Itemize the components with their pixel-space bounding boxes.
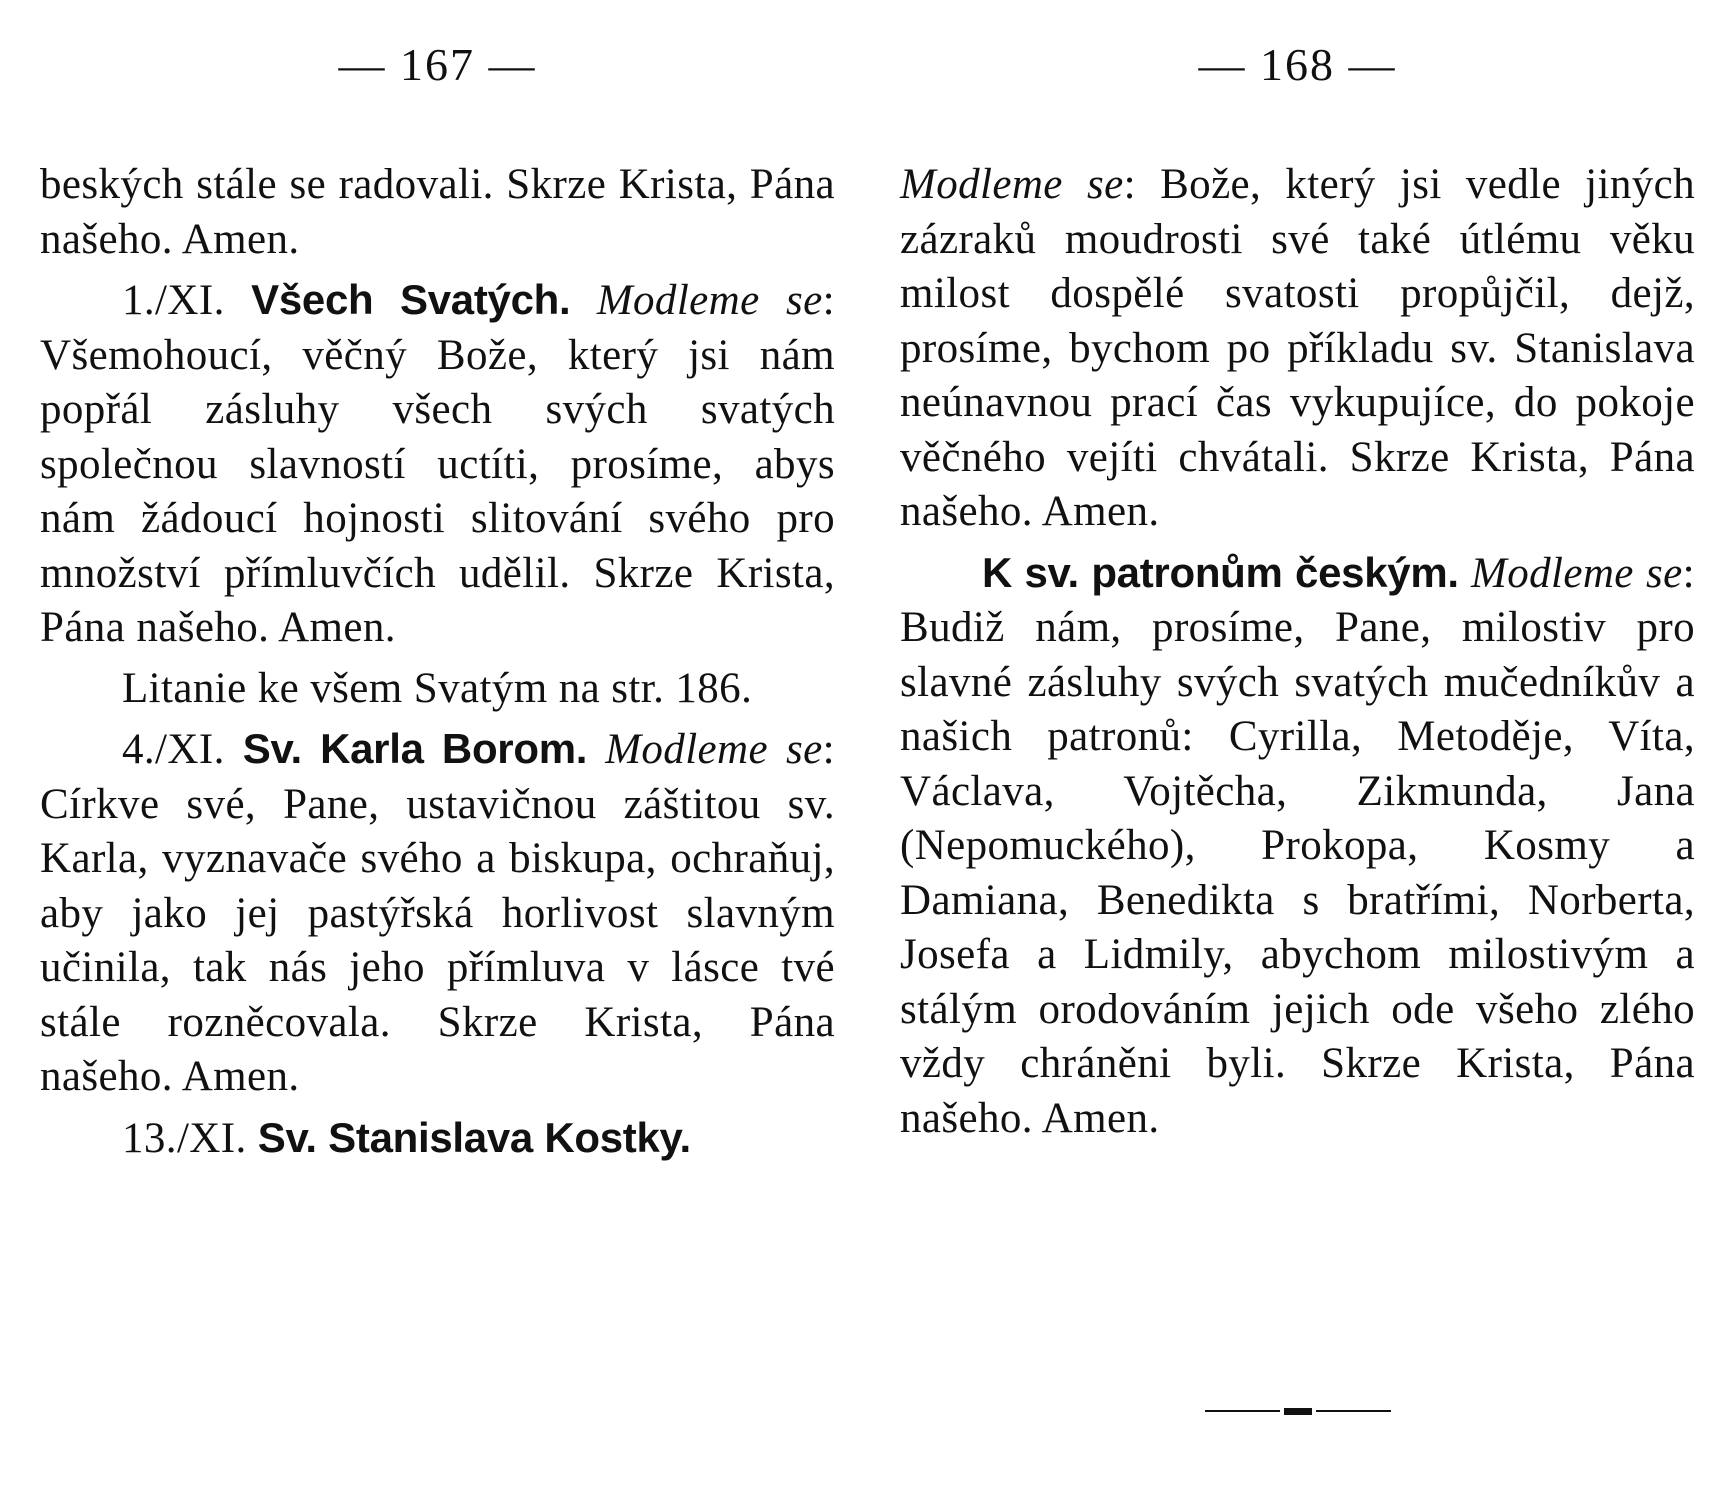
prayer-label: Modleme se xyxy=(900,161,1124,208)
entry-stanislav-prayer xyxy=(900,158,1695,540)
prayer-text: : Budiž nám, prosíme, Pane, milostiv pro slavné zásluhy svých svatých mučedníkův a našich patronů: Cyrilla, Metoděje, Víta, Václava, Vojtěcha, Zikmunda, Jana (Nepomuckého), Prokopa, Kosmy a Damiana, Benedikta s bratřími, Norberta, Josefa a Lidmily, abychom milostivým a stálým orodováním jejich ode všeho zlého vždy chráněni byli. Skrze Krista, Pána našeho. Amen. xyxy=(900,549,1696,1142)
prayer-label: Modleme se xyxy=(596,277,823,324)
prayer-text: : Církve své, Pane, ustavičnou záštitou sv. Karla, vyznavače svého a biskupa, ochraňuj, aby jako jej pastýřská horlivost slavným učinila, tak nás jeho přímluva v lásce tvé stále rozněcovala. Skrze Krista, Pána našeho. Amen. xyxy=(40,726,836,1100)
text-column xyxy=(40,158,835,1172)
right-page xyxy=(900,0,1695,1500)
entry-heading: Všech Svatých. xyxy=(251,276,571,323)
entry-stanislav-kostka xyxy=(40,1111,835,1167)
paragraph-continuation: beských stále se radovali. Skrze Krista, Pána našeho. Amen. xyxy=(40,161,835,263)
entry-karel-boromejsky xyxy=(40,722,835,1105)
page-number: — 167 — xyxy=(338,39,537,90)
entry-heading: Sv. Stanislava Kostky. xyxy=(257,1113,691,1161)
ornament-dash xyxy=(1284,1408,1312,1415)
ornament-line xyxy=(1316,1410,1391,1412)
entry-date: 1./XI. xyxy=(122,277,225,324)
entry-all-saints xyxy=(40,273,835,656)
entry-date: 4./XI. xyxy=(122,726,225,773)
left-page xyxy=(40,0,835,1500)
prayer-text: : Bože, který jsi vedle jiných zázraků moudrosti své také útlému věku milost dospělé svatosti propůjčil, dejž, prosíme, bychom po příkladu sv. Stanislava neúnavnou prací čas vykupujíce, do pokoje věčného vejíti chvátali. Skrze Krista, Pána našeho. Amen. xyxy=(900,161,1696,535)
end-ornament xyxy=(900,1405,1695,1417)
prayer-text: : Všemohoucí, věčný Bože, který jsi nám popřál zásluhy všech svých svatých společnou slavností uctíti, prosíme, abys nám žádoucí hojnosti slitování svého pro množství přímluvčích udělil. Skrze Krista, Pána našeho. Amen. xyxy=(40,277,835,651)
entry-czech-patrons xyxy=(900,546,1695,1147)
text-column xyxy=(900,158,1695,1152)
litany-reference: Litanie ke všem Svatým na str. 186. xyxy=(122,664,753,712)
ornament-line xyxy=(1205,1410,1280,1412)
entry-heading: Sv. Karla Borom. xyxy=(242,725,588,772)
entry-heading: K sv. patronům českým. xyxy=(982,548,1459,596)
page-number: — 168 — xyxy=(1198,39,1397,90)
prayer-label: Modleme se xyxy=(605,726,823,773)
prayer-label: Modleme se xyxy=(1471,549,1683,597)
entry-date: 13./XI. xyxy=(122,1114,247,1162)
